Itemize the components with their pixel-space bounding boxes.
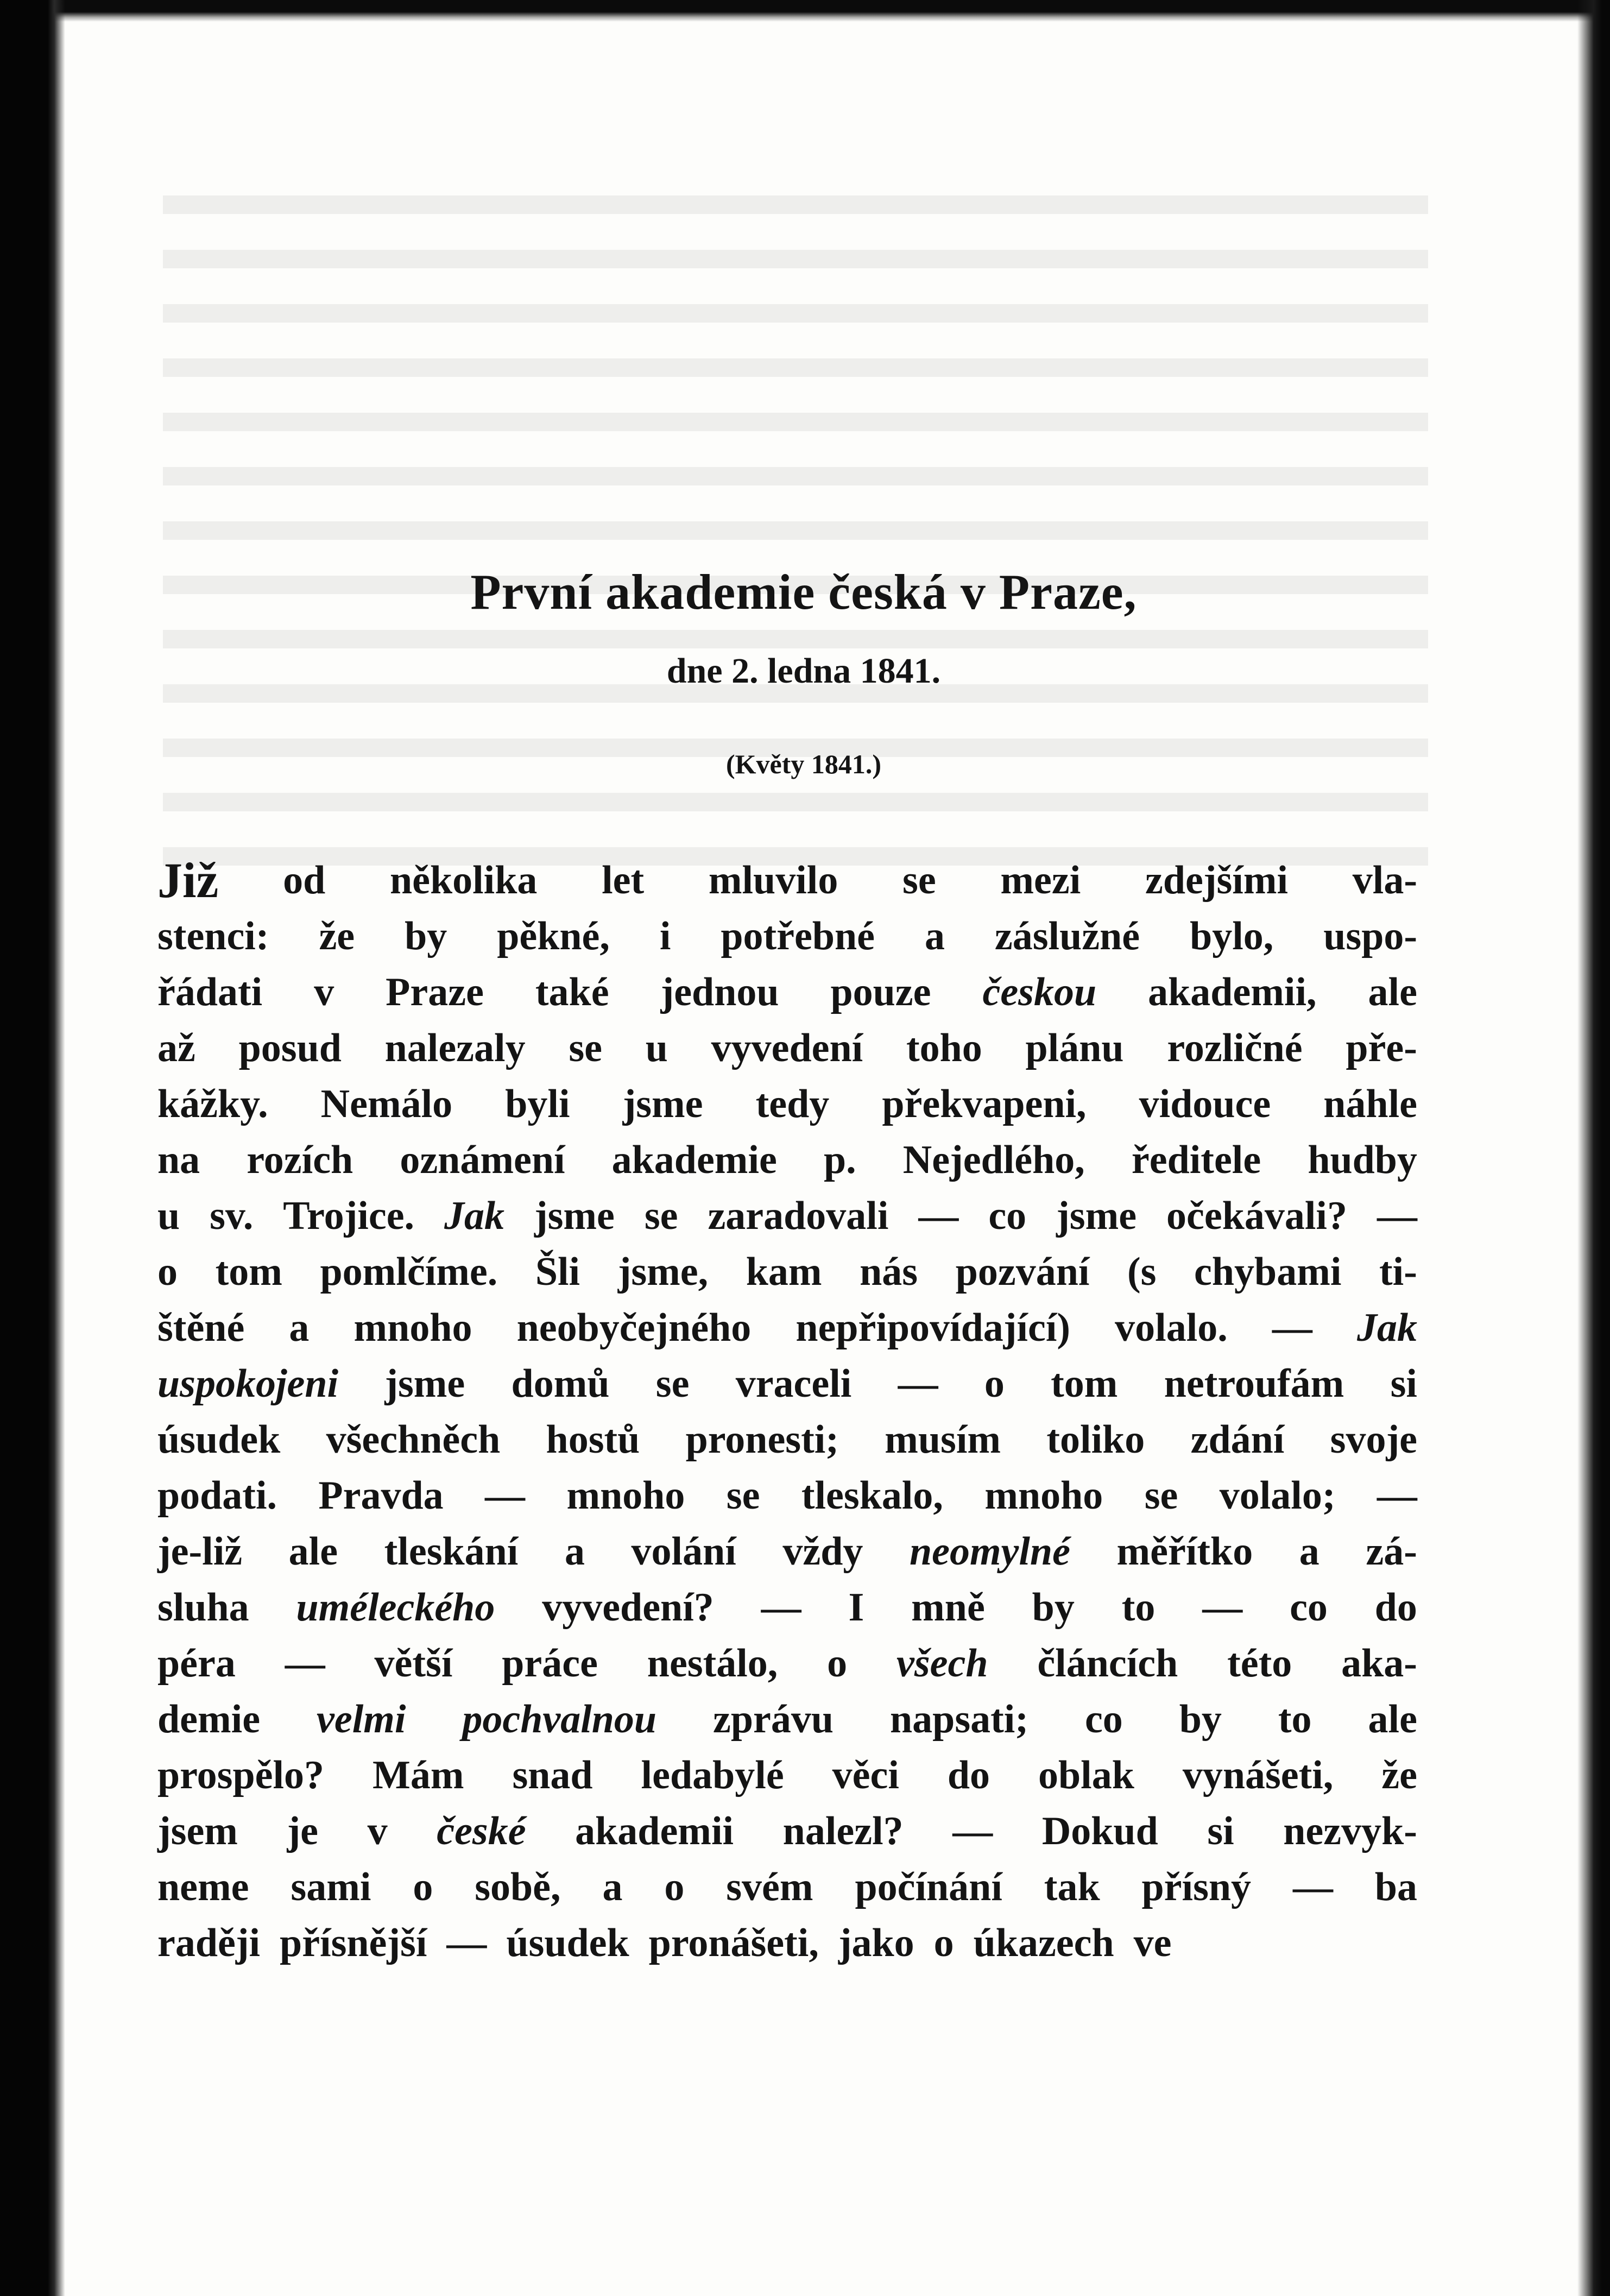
body-paragraph — [157, 853, 1417, 1971]
word: — — [485, 1473, 526, 1518]
word: jsem — [157, 1809, 238, 1853]
word: oznámení — [400, 1138, 565, 1182]
word: očekávali? — [1166, 1194, 1347, 1238]
word: neomylné — [909, 1529, 1070, 1574]
word: ředitele — [1131, 1138, 1261, 1182]
word: a — [924, 914, 945, 958]
text-line — [157, 1803, 1417, 1859]
word: práce — [502, 1641, 598, 1686]
word: co — [1290, 1585, 1328, 1630]
word: posud — [238, 1026, 342, 1070]
word: oblak — [1038, 1753, 1134, 1797]
word: do — [1374, 1585, 1417, 1630]
word: se — [726, 1473, 760, 1518]
word: (s — [1127, 1250, 1157, 1294]
word: ve — [1133, 1921, 1172, 1965]
word: akademii — [575, 1809, 734, 1853]
word: jednou — [660, 970, 779, 1014]
word: uspokojeni — [157, 1361, 339, 1406]
word: — — [1202, 1585, 1243, 1630]
word: několika — [389, 858, 538, 903]
word: — — [1377, 1473, 1417, 1518]
text-line — [157, 1580, 1417, 1636]
word: překvapeni, — [882, 1082, 1087, 1126]
word: nás — [860, 1250, 918, 1294]
word: to — [1121, 1585, 1156, 1630]
text-line — [157, 1244, 1417, 1300]
word: o — [413, 1865, 433, 1909]
word: se — [1144, 1473, 1178, 1518]
word: kážky. — [157, 1082, 268, 1126]
word: ledabylé — [641, 1753, 784, 1797]
word: uméleckého — [296, 1585, 495, 1630]
text-line — [157, 909, 1417, 964]
word: velmi — [317, 1697, 406, 1742]
word: jako — [838, 1921, 914, 1965]
word: by — [1179, 1697, 1222, 1742]
text-line — [157, 1524, 1417, 1580]
word: pozvání — [955, 1250, 1090, 1294]
word: byli — [505, 1082, 570, 1126]
word: nalezaly — [384, 1026, 526, 1070]
word: od — [283, 858, 326, 903]
text-line — [157, 853, 1417, 909]
word: si — [1390, 1361, 1417, 1406]
word: pomlčíme. — [320, 1250, 498, 1294]
word: o — [984, 1361, 1005, 1406]
word: Jak — [1356, 1305, 1417, 1350]
word: nalezl? — [782, 1809, 904, 1853]
word: — — [1292, 1865, 1333, 1909]
text-line — [157, 1692, 1417, 1748]
text-line — [157, 1859, 1417, 1915]
article-title: První akademie česká v Praze, — [470, 564, 1137, 620]
word: chybami — [1194, 1250, 1342, 1294]
word: a — [289, 1305, 310, 1350]
word: Dokud — [1041, 1809, 1158, 1853]
word: Nejedlého, — [902, 1138, 1085, 1182]
word: snad — [512, 1753, 593, 1797]
word: Mám — [372, 1753, 464, 1797]
word: jsme — [1056, 1194, 1137, 1238]
word: jsme — [384, 1361, 465, 1406]
word: — — [285, 1641, 325, 1686]
word: potřebné — [721, 914, 875, 958]
word: rozích — [247, 1138, 353, 1182]
word: netroufám — [1164, 1361, 1344, 1406]
word: u — [157, 1194, 180, 1238]
word: také — [535, 970, 609, 1014]
word: musím — [885, 1417, 1001, 1462]
word: měřítko — [1116, 1529, 1253, 1574]
word: — — [1272, 1305, 1312, 1350]
word: pochvalnou — [462, 1697, 657, 1742]
word: Jak — [444, 1194, 504, 1238]
text-line — [157, 1356, 1417, 1412]
word: jsme — [622, 1082, 703, 1126]
word: a — [1299, 1529, 1319, 1574]
word: Nemálo — [320, 1082, 453, 1126]
word: přísnější — [280, 1921, 427, 1965]
word: jsme — [534, 1194, 615, 1238]
word: řádati — [157, 970, 263, 1014]
word: o — [157, 1250, 178, 1294]
word: českou — [982, 970, 1097, 1014]
word: pouze — [830, 970, 931, 1014]
word: o — [933, 1921, 954, 1965]
word: volalo. — [1115, 1305, 1228, 1350]
word: této — [1227, 1641, 1292, 1686]
text-line — [157, 1300, 1417, 1356]
word: v — [314, 970, 334, 1014]
word: všechněch — [326, 1417, 501, 1462]
text-line — [157, 1748, 1417, 1803]
word: rozličné — [1167, 1026, 1303, 1070]
word: Trojice. — [283, 1194, 415, 1238]
word: by — [1032, 1585, 1075, 1630]
word: v — [367, 1809, 388, 1853]
word: počínání — [855, 1865, 1002, 1909]
word: prospělo? — [157, 1753, 325, 1797]
text-line — [157, 1076, 1417, 1132]
word: sluha — [157, 1585, 249, 1630]
word: tak — [1044, 1865, 1100, 1909]
word: Šli — [535, 1250, 580, 1294]
article-date: dne 2. ledna 1841. — [666, 651, 941, 691]
word: tom — [1051, 1361, 1118, 1406]
word: zaradovali — [708, 1194, 889, 1238]
text-line — [157, 1188, 1417, 1244]
word: že — [319, 914, 355, 958]
word: stenci: — [157, 914, 269, 958]
word: úkazech — [973, 1921, 1114, 1965]
word: ale — [1368, 970, 1417, 1014]
word: zdání — [1190, 1417, 1285, 1462]
word: štěné — [157, 1305, 245, 1350]
word: že — [1381, 1753, 1417, 1797]
word: napsati; — [890, 1697, 1028, 1742]
word: i — [659, 914, 671, 958]
word: u — [645, 1026, 668, 1070]
word: zdejšími — [1145, 858, 1289, 903]
word: se — [569, 1026, 602, 1070]
word: domů — [511, 1361, 610, 1406]
word: pronesti; — [685, 1417, 839, 1462]
word: sv. — [210, 1194, 254, 1238]
word: — — [952, 1809, 993, 1853]
word: vyvedení? — [542, 1585, 714, 1630]
word: všech — [896, 1641, 988, 1686]
word: tedy — [755, 1082, 830, 1126]
word: vla- — [1352, 858, 1417, 903]
word: toliko — [1046, 1417, 1145, 1462]
word: tleskalo, — [801, 1473, 943, 1518]
word: mnoho — [353, 1305, 472, 1350]
word: svoje — [1330, 1417, 1417, 1462]
word: co — [1084, 1697, 1123, 1742]
word: svém — [726, 1865, 813, 1909]
text-line — [157, 1412, 1417, 1468]
word: pře- — [1346, 1026, 1417, 1070]
word: jsme, — [617, 1250, 709, 1294]
word: a — [564, 1529, 585, 1574]
word: přísný — [1141, 1865, 1252, 1909]
text-line — [157, 1468, 1417, 1524]
word: plánu — [1025, 1026, 1124, 1070]
article-source: (Květy 1841.) — [725, 749, 882, 779]
word: vždy — [782, 1529, 863, 1574]
word: věci — [832, 1753, 899, 1797]
word: vynášeti, — [1182, 1753, 1334, 1797]
scan-border-right — [1577, 0, 1610, 2296]
word: volalo; — [1219, 1473, 1336, 1518]
word: na — [157, 1138, 200, 1182]
word: ti- — [1379, 1250, 1417, 1294]
word: bylo, — [1190, 914, 1274, 958]
word: by — [405, 914, 447, 958]
word: ale — [288, 1529, 338, 1574]
show-through-text — [163, 195, 1428, 901]
word: mnoho — [566, 1473, 685, 1518]
text-line — [157, 1132, 1417, 1188]
word: až — [157, 1026, 195, 1070]
word: o — [827, 1641, 848, 1686]
word: volání — [631, 1529, 736, 1574]
word: o — [664, 1865, 685, 1909]
word: článcích — [1037, 1641, 1178, 1686]
word: aka- — [1341, 1641, 1417, 1686]
word: české — [437, 1809, 526, 1853]
word: nezvyk- — [1283, 1809, 1417, 1853]
word: to — [1278, 1697, 1312, 1742]
word: co — [988, 1194, 1027, 1238]
word: akademie — [611, 1138, 777, 1182]
text-line — [157, 1636, 1417, 1692]
word: mluvilo — [708, 858, 838, 903]
word: úsudek — [506, 1921, 629, 1965]
word: a — [602, 1865, 623, 1909]
word: větší — [374, 1641, 453, 1686]
word: tleskání — [384, 1529, 519, 1574]
word: se — [902, 858, 936, 903]
word: mnoho — [984, 1473, 1103, 1518]
word: p. — [823, 1138, 856, 1182]
word: nepřipovídající) — [795, 1305, 1071, 1350]
word: se — [655, 1361, 690, 1406]
text-line — [157, 964, 1417, 1020]
word: ba — [1374, 1865, 1417, 1909]
scan-border-left — [0, 0, 65, 2296]
word: vidouce — [1139, 1082, 1271, 1126]
word: mezi — [1000, 858, 1081, 903]
word: tom — [215, 1250, 282, 1294]
word: demie — [157, 1697, 261, 1742]
word: — — [761, 1585, 801, 1630]
word: raději — [157, 1921, 261, 1965]
word: náhle — [1323, 1082, 1417, 1126]
word: záslužné — [994, 914, 1140, 958]
word: pěkné, — [497, 914, 610, 958]
word: vraceli — [735, 1361, 852, 1406]
word: nestálo, — [647, 1641, 778, 1686]
word: ale — [1368, 1697, 1417, 1742]
word: pronášeti, — [648, 1921, 819, 1965]
word: let — [602, 858, 645, 903]
word: — — [446, 1921, 487, 1965]
word: do — [947, 1753, 990, 1797]
word: — — [1377, 1194, 1417, 1238]
word: Praze — [386, 970, 484, 1014]
word: toho — [906, 1026, 982, 1070]
word: zprávu — [713, 1697, 834, 1742]
scan-border-top — [0, 0, 1610, 22]
word: uspo- — [1323, 914, 1417, 958]
word: úsudek — [157, 1417, 281, 1462]
word: — — [918, 1194, 959, 1238]
word: se — [644, 1194, 678, 1238]
word: mně — [911, 1585, 985, 1630]
word: vyvedení — [711, 1026, 863, 1070]
word: si — [1207, 1809, 1234, 1853]
word: sami — [291, 1865, 371, 1909]
word: je — [287, 1809, 319, 1853]
word: podati. — [157, 1473, 277, 1518]
word: hostů — [546, 1417, 640, 1462]
word: akademii, — [1148, 970, 1317, 1014]
text-line — [157, 1915, 1417, 1971]
word: péra — [157, 1641, 236, 1686]
word: — — [898, 1361, 938, 1406]
word: neme — [157, 1865, 249, 1909]
word: neobyčejného — [516, 1305, 752, 1350]
word: Pravda — [318, 1473, 444, 1518]
word: sobě, — [475, 1865, 561, 1909]
word: hudby — [1308, 1138, 1417, 1182]
word: zá- — [1366, 1529, 1417, 1574]
word: kam — [746, 1250, 822, 1294]
word: I — [848, 1585, 864, 1630]
text-line — [157, 1020, 1417, 1076]
word: je-liž — [157, 1529, 243, 1574]
word: Již — [157, 853, 219, 908]
